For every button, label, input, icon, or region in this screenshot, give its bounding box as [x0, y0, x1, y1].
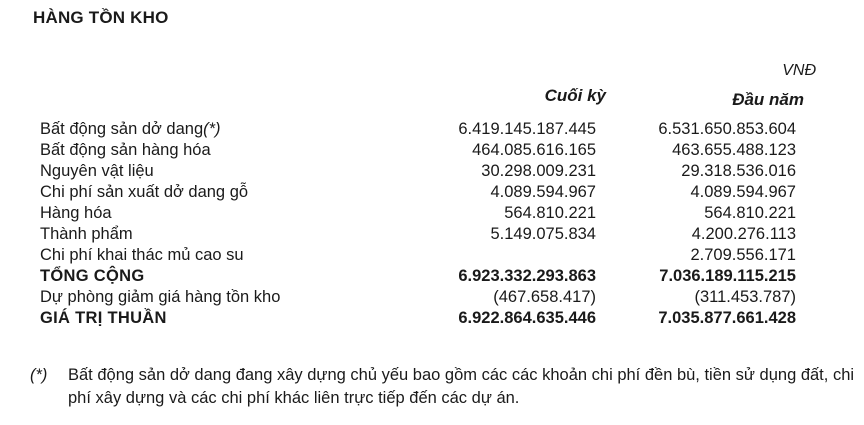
value-begin: 6.531.650.853.604	[658, 120, 796, 138]
footnote-mark: (*)	[30, 366, 48, 384]
row-label: Hàng hóa	[40, 204, 112, 222]
row-label: Chi phí khai thác mủ cao su	[40, 246, 244, 264]
value-begin: 4.200.276.113	[691, 225, 796, 243]
row-label: Chi phí sản xuất dở dang gỗ	[40, 183, 249, 201]
section-title: HÀNG TỒN KHO	[33, 8, 169, 27]
value-begin: 463.655.488.123	[672, 141, 796, 159]
value-begin: 7.035.877.661.428	[658, 309, 796, 327]
value-end: 30.298.009.231	[481, 162, 596, 180]
table-row	[40, 203, 820, 224]
table-row	[40, 140, 820, 161]
row-label: Thành phẩm	[40, 225, 133, 243]
value-begin: 29.318.536.016	[681, 162, 796, 180]
value-end: (467.658.417)	[493, 288, 596, 306]
row-label: GIÁ TRỊ THUẦN	[40, 309, 167, 327]
inventory-table	[40, 119, 820, 329]
row-label: TỔNG CỘNG	[40, 267, 145, 285]
value-begin: 2.709.556.171	[690, 246, 796, 264]
column-header-beginning-year: Đầu năm	[732, 90, 804, 109]
value-end: 6.419.145.187.445	[458, 120, 596, 138]
footnote-text: Bất động sản dở dang đang xây dựng chủ yếu bao gồm các các khoản chi phí đền bù, tiền sử dụng đất, chi phí xây dựng và các chi phí khác liên trực tiếp đến các dự án.	[68, 366, 855, 407]
value-end: 5.149.075.834	[490, 225, 596, 243]
table-row	[40, 182, 820, 203]
table-row	[40, 119, 820, 140]
value-end: 564.810.221	[504, 204, 596, 222]
value-begin: (311.453.787)	[694, 288, 796, 306]
footnote	[30, 364, 858, 410]
value-begin: 564.810.221	[704, 204, 796, 222]
table-row	[40, 245, 820, 266]
row-label: Bất động sản hàng hóa	[40, 141, 211, 159]
value-begin: 7.036.189.115.215	[659, 267, 796, 285]
column-header-end-period: Cuối kỳ	[544, 86, 606, 105]
table-row	[40, 161, 820, 182]
total-row	[40, 266, 820, 287]
row-label: Bất động sản dở dang(*)	[40, 120, 221, 138]
row-label: Nguyên vật liệu	[40, 162, 154, 180]
value-end: 4.089.594.967	[490, 183, 596, 201]
value-end: 464.085.616.165	[472, 141, 596, 159]
net-value-row	[40, 308, 820, 329]
table-row	[40, 224, 820, 245]
table-row	[40, 287, 820, 308]
currency-label: VNĐ	[782, 62, 816, 79]
value-end: 6.923.332.293.863	[458, 267, 596, 285]
value-begin: 4.089.594.967	[690, 183, 796, 201]
row-label: Dự phòng giảm giá hàng tồn kho	[40, 288, 281, 306]
value-end: 6.922.864.635.446	[458, 309, 596, 327]
